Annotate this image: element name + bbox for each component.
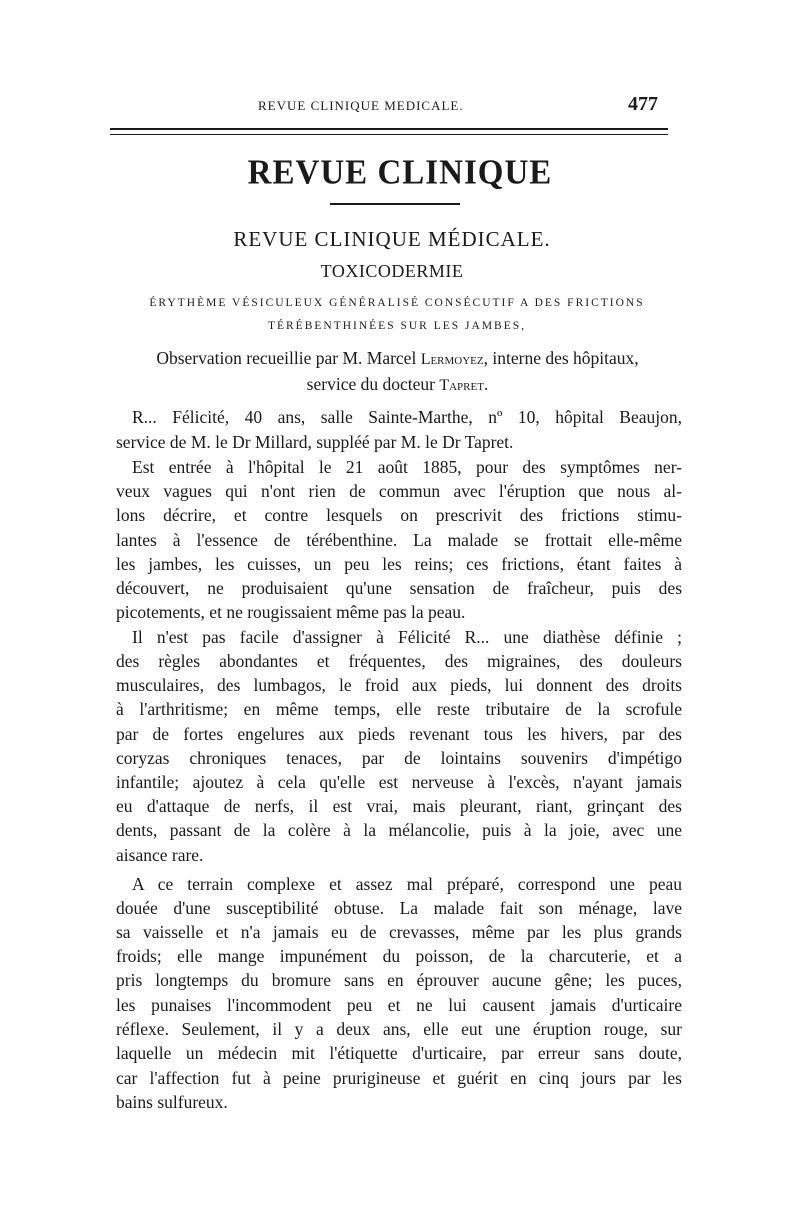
- section-heading: TOXICODERMIE: [320, 261, 464, 281]
- header-rule: [110, 128, 668, 135]
- body-line: découvert, ne produisaient qu'une sensation de fraîcheur, puis des: [116, 578, 682, 598]
- body-line: car l'affection fut à peine prurigineuse et guérit en cinq jours par les: [116, 1068, 682, 1088]
- body-line: A ce terrain complexe et assez mal préparé, correspond une peau: [132, 874, 682, 894]
- body-line: Il n'est pas facile d'assigner à Félicité R... une diathèse définie ;: [132, 627, 682, 647]
- body-line: coryzas chroniques tenaces, par de lointains souvenirs d'impétigo: [116, 748, 682, 768]
- body-line: infantile; ajoutez à cela qu'elle est nerveuse à l'excès, n'ayant jamais: [116, 772, 682, 792]
- body-line: laquelle un médecin mit l'étiquette d'urticaire, par erreur sans doute,: [116, 1043, 682, 1063]
- body-line: eu d'attaque de nerfs, il est vrai, mais pleurant, riant, grinçant des: [116, 796, 682, 816]
- body-line: sa vaisselle et n'a jamais eu de crevasses, même par les plus grands: [116, 922, 682, 942]
- body-line: pris longtemps du bromure sans en éprouver aucune gêne; les puces,: [116, 970, 682, 990]
- observation-line2-prefix: service du docteur: [306, 374, 440, 394]
- page-title: REVUE CLINIQUE: [247, 154, 553, 192]
- body-line: veux vagues qui n'ont rien de commun avec l'éruption que nous al-: [116, 481, 682, 501]
- body-line: aisance rare.: [116, 845, 204, 865]
- body-line: à l'arthritisme; en même temps, elle reste tributaire de la scrofule: [116, 699, 682, 719]
- observation-author: Lermoyez: [420, 351, 484, 368]
- subheading-line-2: TÉRÉBENTHINÉES SUR LES JAMBES,: [267, 320, 527, 332]
- body-line: les jambes, les cuisses, un peu les reins; ces frictions, étant faites à: [116, 554, 682, 574]
- body-line: douée d'une susceptibilité obtuse. La malade fait son ménage, lave: [116, 898, 682, 918]
- body-line: musculaires, des lumbagos, le froid aux pieds, lui donnent des droits: [116, 675, 682, 695]
- body-line: dents, passant de la colère à la mélancolie, puis à la joie, avec une: [116, 820, 682, 840]
- section-subtitle: REVUE CLINIQUE MÉDICALE.: [233, 227, 551, 251]
- body-line: réflexe. Seulement, il y a deux ans, elle eut une éruption rouge, sur: [116, 1019, 682, 1039]
- subheading-line-1: ÉRYTHÈME VÉSICULEUX GÉNÉRALISÉ CONSÉCUTIF A DES FRICTIONS: [149, 297, 645, 309]
- observation-line-2: [115, 374, 680, 395]
- page-number: 477: [628, 93, 658, 115]
- body-line: lantes à l'essence de térébenthine. La malade se frottait elle-même: [116, 530, 682, 550]
- body-line: R... Félicité, 40 ans, salle Sainte-Marthe, nº 10, hôpital Beaujon,: [132, 407, 682, 427]
- body-line: les punaises l'incommodent peu et ne lui causent jamais d'urticaire: [116, 995, 682, 1015]
- body-line: service de M. le Dr Millard, suppléé par M. le Dr Tapret.: [116, 432, 514, 452]
- running-head: REVUE CLINIQUE MEDICALE.: [258, 98, 464, 113]
- observation-suffix: , interne des hôpitaux,: [483, 348, 639, 368]
- observation-line-1: [115, 348, 680, 369]
- observation-line2-suffix: .: [483, 374, 489, 394]
- body-line: picotements, et ne rougissaient même pas la peau.: [116, 602, 466, 622]
- body-line: lons décrire, et contre lesquels on prescrivit des frictions stimu-: [116, 505, 682, 525]
- observation-prefix: Observation recueillie par M. Marcel: [156, 348, 421, 368]
- body-line: des règles abondantes et fréquentes, des migraines, des douleurs: [116, 651, 682, 671]
- body-line: par de fortes engelures aux pieds revenant tous les hivers, par des: [116, 724, 682, 744]
- observation-doctor: Tapret: [439, 377, 484, 394]
- body-line: froids; elle mange impunément du poisson, de la charcuterie, et a: [116, 946, 682, 966]
- body-line: bains sulfureux.: [116, 1092, 228, 1112]
- title-rule: [330, 203, 460, 205]
- body-line: Est entrée à l'hôpital le 21 août 1885, pour des symptômes ner-: [132, 457, 682, 477]
